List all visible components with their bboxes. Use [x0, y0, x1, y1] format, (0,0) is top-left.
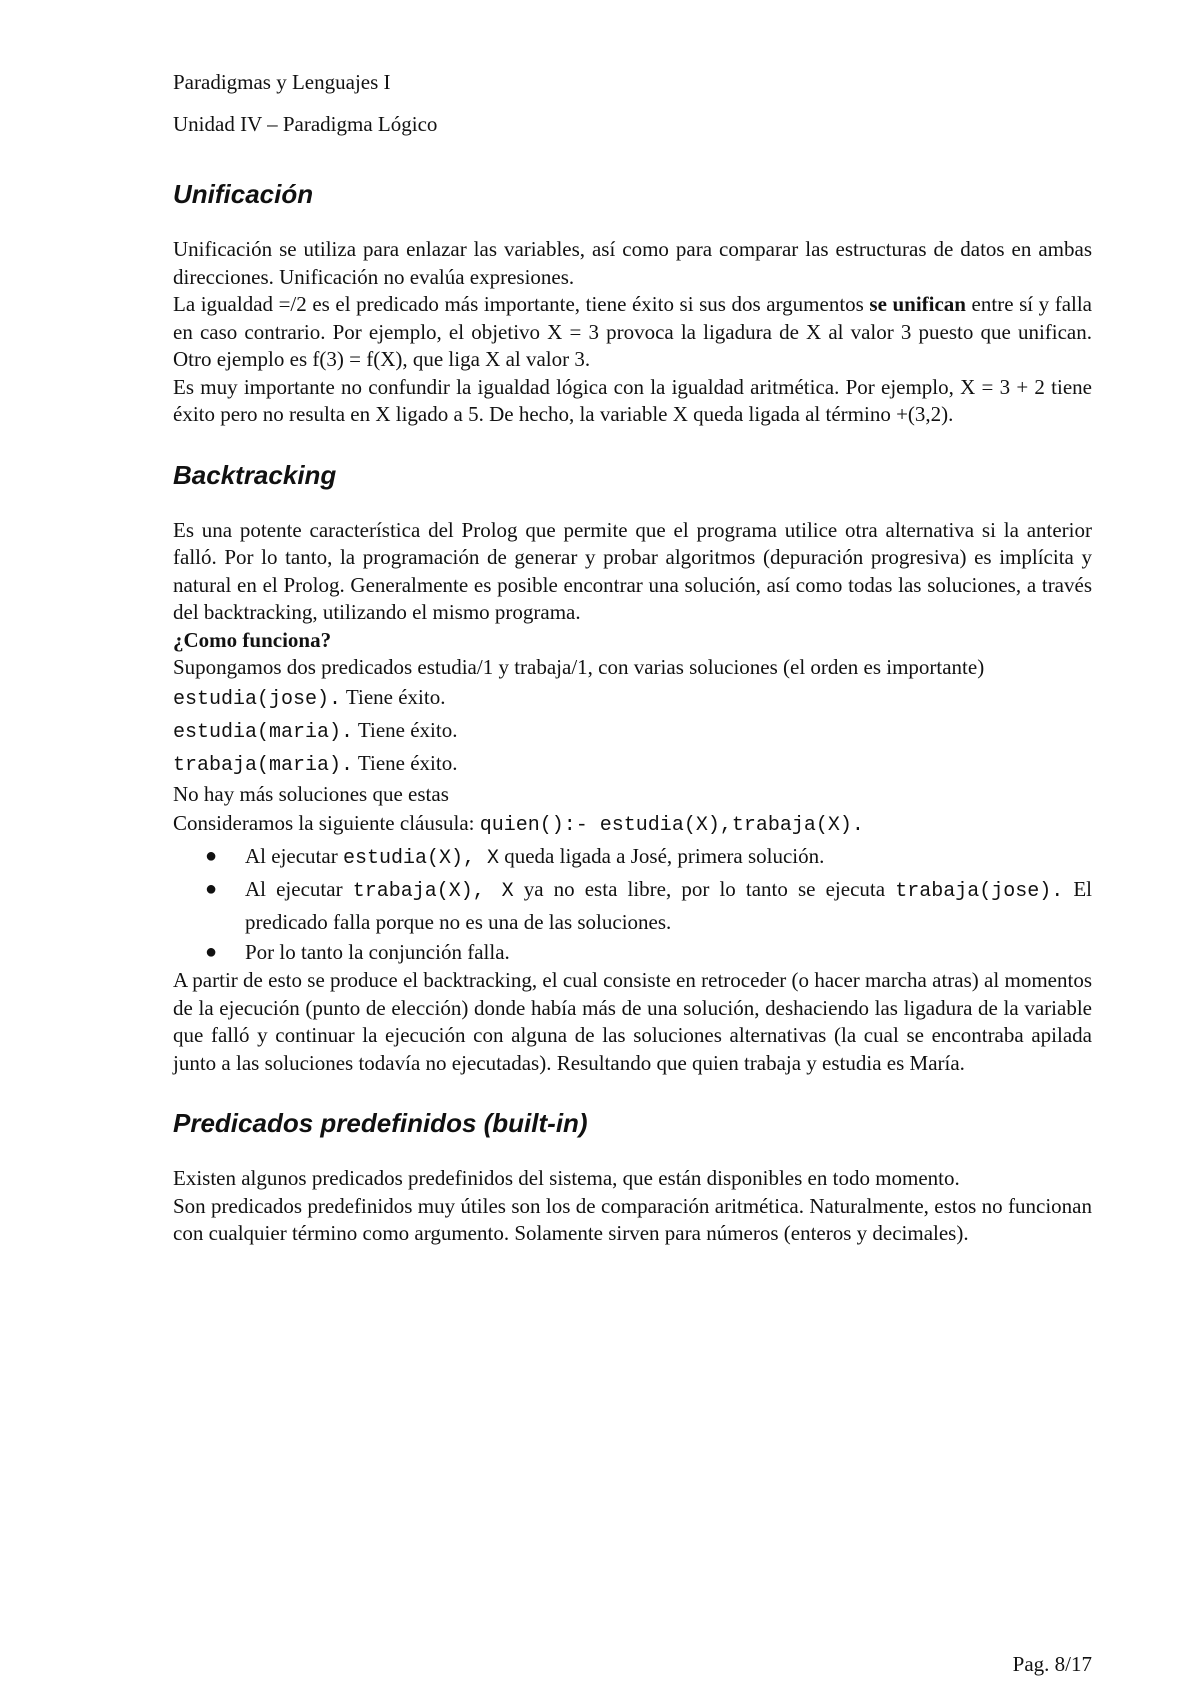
list-item: [205, 874, 1092, 937]
heading-backtracking: Backtracking: [173, 459, 337, 490]
como-funciona-subheading: ¿Como funciona?: [173, 627, 332, 652]
bold-term: se unifican: [869, 292, 966, 316]
text-run: El predicado falla porque no es una de las soluciones.: [245, 877, 1092, 934]
fact-line: [173, 715, 1092, 748]
list-item: [205, 841, 1092, 874]
list-item: [205, 937, 1092, 967]
bullet-icon: ●: [205, 845, 218, 867]
unificacion-paragraph-1: Unificación se utiliza para enlazar las variables, así como para comparar las estructuras de datos en ambas direcciones. Unificación no evalúa expresiones.: [173, 237, 1092, 289]
fact-line: [173, 682, 1092, 715]
inline-code: estudia(X), X: [342, 847, 499, 870]
text-run: La igualdad =/2 es el predicado más importante, tiene éxito si sus dos argumentos: [173, 292, 870, 316]
code-fact: estudia(jose).: [173, 687, 342, 711]
text-run: Al ejecutar: [245, 844, 343, 868]
text-run: Por lo tanto la conjunción falla.: [245, 940, 510, 964]
code-fact: estudia(maria).: [173, 720, 354, 744]
course-header: Paradigmas y Lenguajes I: [173, 70, 391, 94]
text-run: queda ligada a José, primera solución.: [498, 844, 825, 868]
code-fact: trabaja(maria).: [173, 753, 354, 777]
backtracking-paragraph-2: Supongamos dos predicados estudia/1 y trabaja/1, con varias soluciones (el orden es importante): [173, 655, 985, 679]
unificacion-paragraph-3: Es muy importante no confundir la igualdad lógica con la igualdad aritmética. Por ejemplo, X = 3 + 2 tiene éxito pero no resulta en X ligado a 5. De hecho, la variable X queda ligada al término +(3,2).: [173, 374, 1092, 426]
backtracking-paragraph-3: No hay más soluciones que estas: [173, 781, 449, 806]
predicados-paragraph-2: Son predicados predefinidos muy útiles son los de comparación aritmética. Naturalmente, estos no funcionan con cualquier término como argumento. Solamente sirven para números (enteros y decimales).: [173, 1193, 1092, 1245]
bullet-icon: ●: [205, 878, 218, 900]
backtracking-paragraph-1: Es una potente característica del Prolog que permite que el programa utilice otra alternativa si la anterior falló. Por lo tanto, la programación de generar y probar algoritmos (depuración progresiva) es implícita y natural en el Prolog. Generalmente es posible encontrar una solución, así como todas las soluciones, a través del backtracking, utilizando el mismo programa.: [173, 517, 1092, 624]
inline-code: trabaja(X), X: [352, 880, 514, 903]
unit-header: Unidad IV – Paradigma Lógico: [173, 112, 438, 136]
text-run: entre sí y falla en caso contrario. Por ejemplo, el objetivo X = 3 provoca la ligadura de X al valor 3 puesto que unifican. Otro ejemplo es f(3) = f(X), que liga X al valor 3.: [173, 292, 1093, 371]
heading-predicados: Predicados predefinidos (built-in): [173, 1108, 588, 1138]
bullet-icon: ●: [205, 941, 218, 963]
unificacion-paragraph-2: [173, 291, 1092, 374]
predicados-paragraph-1: Existen algunos predicados predefinidos del sistema, que están disponibles en todo momento.: [173, 1166, 960, 1190]
clause-text: Consideramos la siguiente cláusula:: [173, 811, 480, 835]
fact-result: Tiene éxito.: [341, 684, 446, 709]
backtracking-paragraph-4: A partir de esto se produce el backtracking, el cual consiste en retroceder (o hacer marcha atras) al momentos de la ejecución (punto de elección) donde había más de una solución, deshaciendo las ligadura de la variable que falló y continuar la ejecución con alguna de las soluciones alternativas (la cual se encontraba apilada junto a las soluciones todavía no ejecutadas). Resultando que quien trabaja y estudia es María.: [173, 968, 1092, 1075]
fact-result: Tiene éxito.: [353, 750, 458, 775]
clause-line: [173, 808, 1092, 841]
page-number: Pag. 8/17: [1012, 1652, 1092, 1676]
fact-result: Tiene éxito.: [353, 717, 458, 742]
clause-code: quien():- estudia(X),trabaja(X).: [479, 814, 864, 837]
inline-code: trabaja(jose).: [895, 880, 1064, 903]
bullet-list: [173, 841, 1092, 967]
fact-line: [173, 748, 1092, 781]
text-run: ya no esta libre, por lo tanto se ejecuta: [513, 877, 896, 901]
text-run: Al ejecutar: [245, 877, 353, 901]
heading-unificacion: Unificación: [173, 179, 314, 209]
